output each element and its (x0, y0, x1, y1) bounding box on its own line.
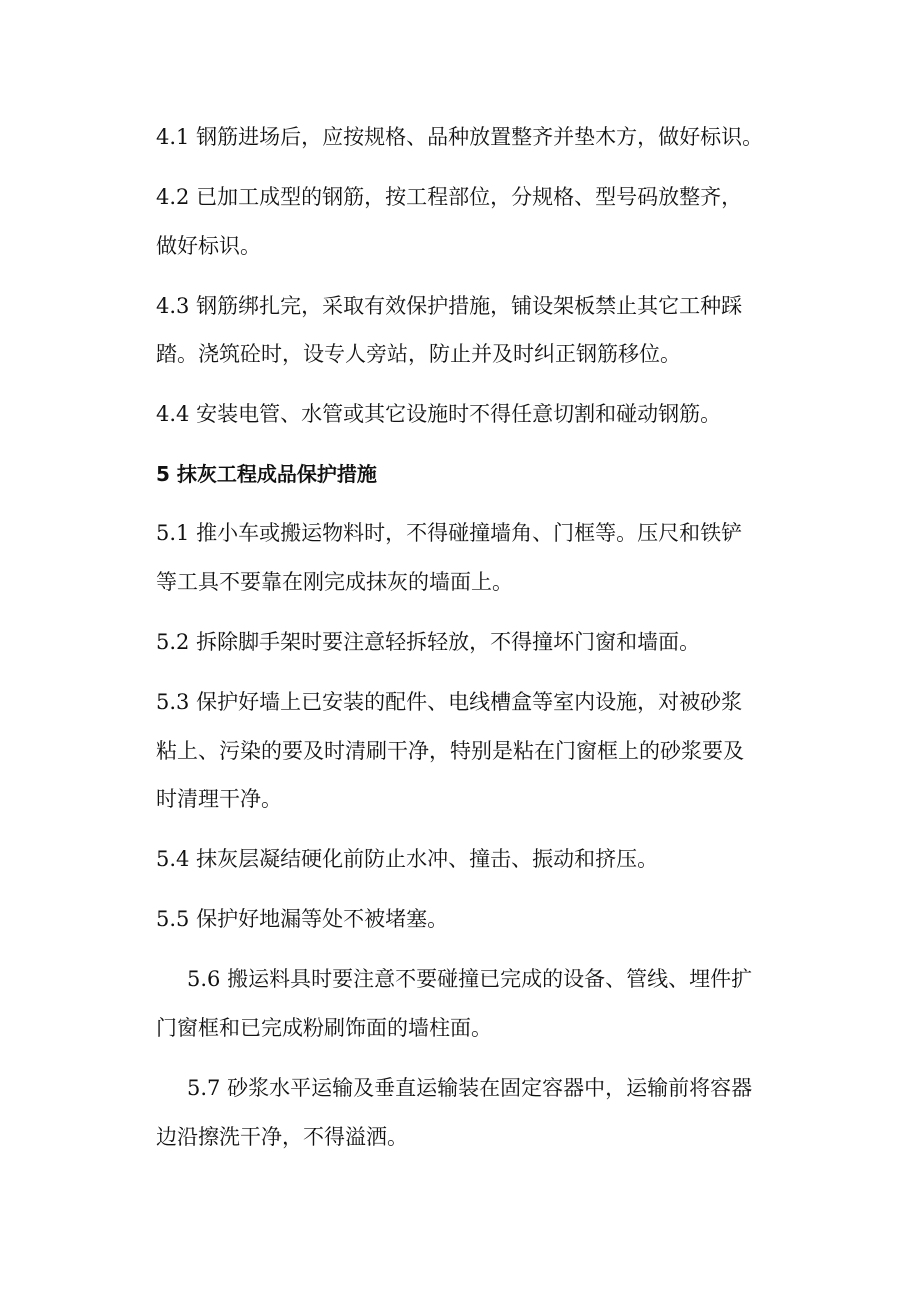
paragraph-5-6-line-2: 门窗框和已完成粉刷饰面的墙柱面。 (156, 1016, 492, 1040)
paragraph-5-6-line-1: 5.6 搬运料具时要注意不要碰撞已完成的设备、管线、埋件扩 (187, 967, 753, 991)
paragraph-4-4-line-1: 4.4 安装电管、水管或其它设施时不得任意切割和碰动钢筋。 (156, 402, 722, 426)
paragraph-5-2-line-1: 5.2 拆除脚手架时要注意轻拆轻放，不得撞坏门窗和墙面。 (156, 630, 701, 654)
paragraph-5-7-line-2: 边沿擦洗干净，不得溢洒。 (156, 1125, 408, 1149)
paragraph-4-2-line-1: 4.2 已加工成型的钢筋，按工程部位，分规格、型号码放整齐， (156, 185, 743, 209)
paragraph-4-2-line-2: 做好标识。 (156, 234, 261, 258)
paragraph-4-3-line-1: 4.3 钢筋绑扎完，采取有效保护措施，铺设架板禁止其它工种踩 (156, 294, 743, 318)
paragraph-5-1-line-1: 5.1 推小车或搬运物料时，不得碰撞墙角、门框等。压尺和铁铲 (156, 521, 743, 545)
paragraph-4-3-line-2: 踏。浇筑砼时，设专人旁站，防止并及时纠正钢筋移位。 (156, 342, 681, 366)
paragraph-5-1-line-2: 等工具不要靠在刚完成抹灰的墙面上。 (156, 570, 513, 594)
paragraph-5-3-line-3: 时清理干净。 (156, 787, 282, 811)
paragraph-5-7-line-1: 5.7 砂浆水平运输及垂直运输装在固定容器中，运输前将容器 (187, 1076, 753, 1100)
paragraph-5-5-line-1: 5.5 保护好地漏等处不被堵塞。 (156, 907, 449, 931)
paragraph-4-1-line-1: 4.1 钢筋进场后，应按规格、品种放置整齐并垫木方，做好标识。 (156, 125, 764, 149)
paragraph-5-3-line-1: 5.3 保护好墙上已安装的配件、电线槽盒等室内设施，对被砂浆 (156, 690, 743, 714)
paragraph-5-4-line-1: 5.4 抹灰层凝结硬化前防止水冲、撞击、振动和挤压。 (156, 847, 659, 871)
paragraph-5-3-line-2: 粘上、污染的要及时清刷干净，特别是粘在门窗框上的砂浆要及 (156, 739, 744, 763)
section-5-heading: 5 抹灰工程成品保护措施 (156, 462, 377, 486)
